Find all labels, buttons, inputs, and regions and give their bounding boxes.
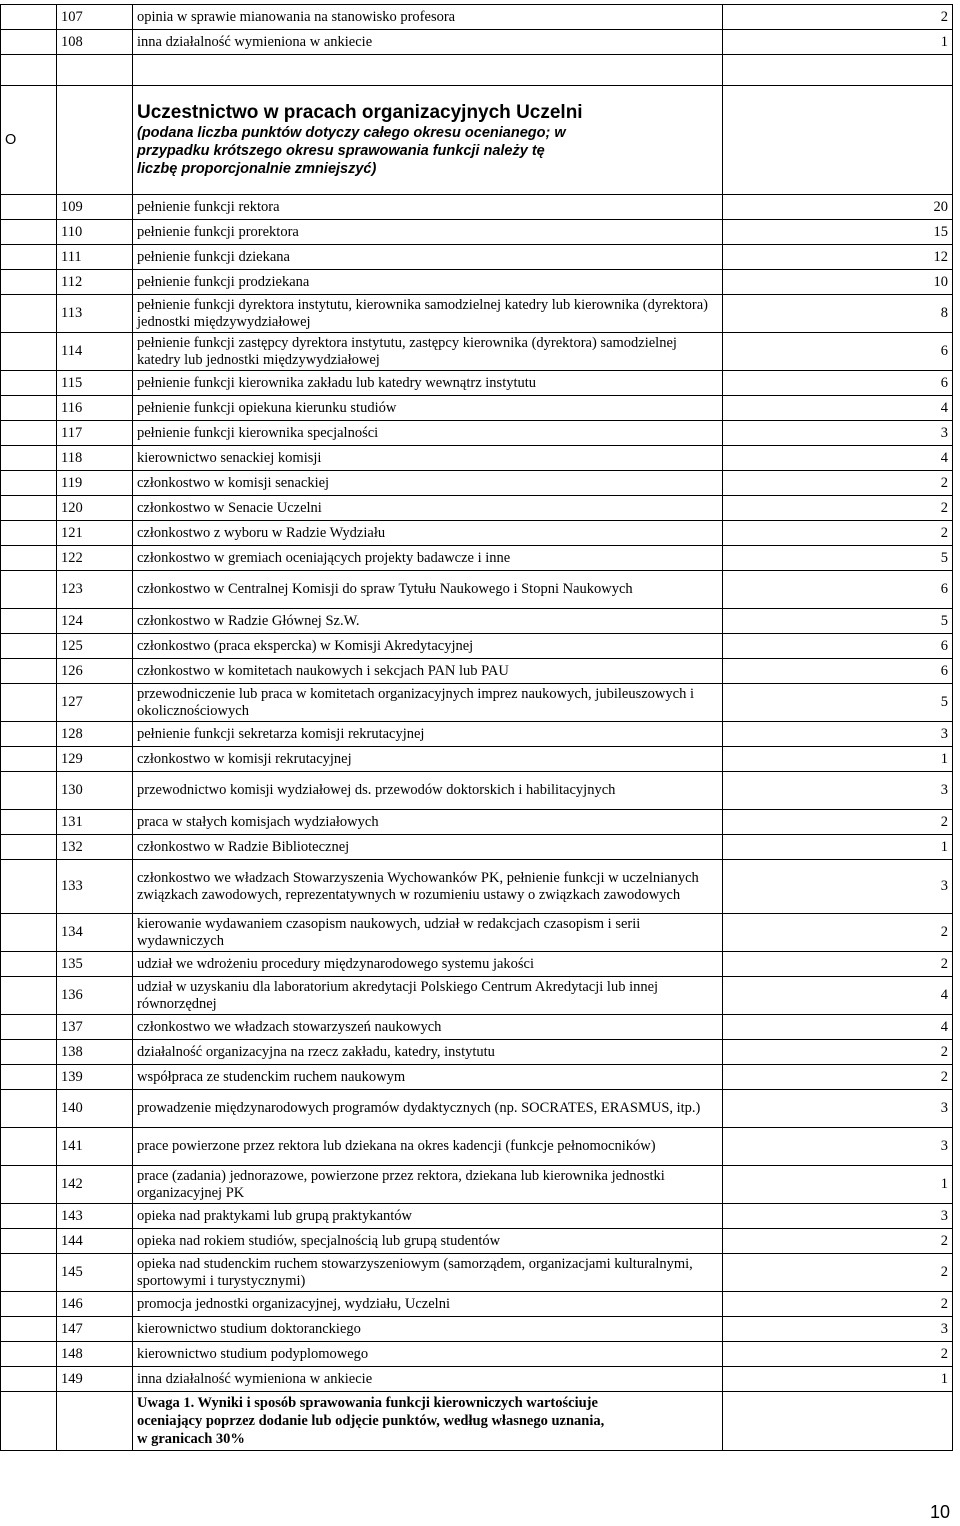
section-cell <box>1 747 57 772</box>
section-cell <box>1 1292 57 1317</box>
row-number: 141 <box>57 1128 133 1166</box>
row-points: 5 <box>723 609 953 634</box>
row-number: 122 <box>57 546 133 571</box>
row-number: 127 <box>57 684 133 722</box>
row-points: 2 <box>723 1342 953 1367</box>
row-text: pełnienie funkcji rektora <box>133 195 723 220</box>
table-row <box>1 722 953 747</box>
row-points: 2 <box>723 521 953 546</box>
row-number: 118 <box>57 446 133 471</box>
row-number: 114 <box>57 333 133 371</box>
section-cell <box>1 634 57 659</box>
row-number: 143 <box>57 1204 133 1229</box>
table-row <box>1 571 953 609</box>
row-number: 137 <box>57 1015 133 1040</box>
table-row <box>1 1166 953 1204</box>
row-text: pełnienie funkcji kierownika zakładu lub katedry wewnątrz instytutu <box>133 371 723 396</box>
row-text: przewodniczenie lub praca w komitetach organizacyjnych imprez naukowych, jubileuszowych i okolicznościowych <box>133 684 723 722</box>
row-points: 2 <box>723 952 953 977</box>
section-cell <box>1 245 57 270</box>
row-number: 121 <box>57 521 133 546</box>
row-number: 147 <box>57 1317 133 1342</box>
table-row <box>1 609 953 634</box>
row-text: przewodnictwo komisji wydziałowej ds. przewodów doktorskich i habilitacyjnych <box>133 772 723 810</box>
table-row <box>1 1229 953 1254</box>
row-points: 3 <box>723 1128 953 1166</box>
row-points: 10 <box>723 270 953 295</box>
row-text: pełnienie funkcji dziekana <box>133 245 723 270</box>
section-cell <box>1 659 57 684</box>
section-cell <box>1 1254 57 1292</box>
row-number: 123 <box>57 571 133 609</box>
table-row <box>1 471 953 496</box>
row-points: 2 <box>723 1254 953 1292</box>
row-text: inna działalność wymieniona w ankiecie <box>133 30 723 55</box>
row-text: kierownictwo senackiej komisji <box>133 446 723 471</box>
row-text: udział we wdrożeniu procedury międzynarodowego systemu jakości <box>133 952 723 977</box>
row-points: 1 <box>723 1166 953 1204</box>
row-text: członkostwo we władzach stowarzyszeń naukowych <box>133 1015 723 1040</box>
table-row <box>1 546 953 571</box>
section-cell <box>1 1229 57 1254</box>
row-text: członkostwo (praca ekspercka) w Komisji Akredytacyjnej <box>133 634 723 659</box>
row-number: 133 <box>57 860 133 914</box>
row-text: prace powierzone przez rektora lub dziekana na okres kadencji (funkcje pełnomocników) <box>133 1128 723 1166</box>
row-number: 119 <box>57 471 133 496</box>
row-points: 15 <box>723 220 953 245</box>
row-text: członkostwo w komitetach naukowych i sekcjach PAN lub PAU <box>133 659 723 684</box>
row-points: 5 <box>723 546 953 571</box>
row-text: praca w stałych komisjach wydziałowych <box>133 810 723 835</box>
table-row <box>1 634 953 659</box>
table-row <box>1 772 953 810</box>
page-number: 10 <box>929 1502 950 1522</box>
row-number: 142 <box>57 1166 133 1204</box>
row-points: 4 <box>723 1015 953 1040</box>
table-row <box>1 446 953 471</box>
section-cell <box>1 810 57 835</box>
section-cell <box>1 295 57 333</box>
row-text: promocja jednostki organizacyjnej, wydziału, Uczelni <box>133 1292 723 1317</box>
table-row <box>1 1317 953 1342</box>
row-points: 2 <box>723 1040 953 1065</box>
row-number: 112 <box>57 270 133 295</box>
row-text: pełnienie funkcji kierownika specjalności <box>133 421 723 446</box>
row-number <box>57 55 133 86</box>
section-cell <box>1 1367 57 1392</box>
row-text: pełnienie funkcji sekretarza komisji rekrutacyjnej <box>133 722 723 747</box>
row-number: 129 <box>57 747 133 772</box>
row-number: 146 <box>57 1292 133 1317</box>
row-number: 144 <box>57 1229 133 1254</box>
row-text: prowadzenie międzynarodowych programów dydaktycznych (np. SOCRATES, ERASMUS, itp.) <box>133 1090 723 1128</box>
row-text: kierownictwo studium podyplomowego <box>133 1342 723 1367</box>
section-cell <box>1 333 57 371</box>
row-text: opinia w sprawie mianowania na stanowisko profesora <box>133 5 723 30</box>
table-row <box>1 1128 953 1166</box>
row-points: 3 <box>723 421 953 446</box>
row-text: prace (zadania) jednorazowe, powierzone przez rektora, dziekana lub kierownika jednostki organizacyjnej PK <box>133 1166 723 1204</box>
row-text: pełnienie funkcji dyrektora instytutu, kierownika samodzielnej katedry lub kierownika (dyrektora) jednostki międzywydziałowej <box>133 295 723 333</box>
table-row <box>1 1090 953 1128</box>
note-cell <box>133 1392 723 1451</box>
table-row <box>1 1292 953 1317</box>
row-number: 116 <box>57 396 133 421</box>
section-header-row <box>1 86 953 195</box>
row-points: 6 <box>723 333 953 371</box>
row-points: 2 <box>723 1229 953 1254</box>
row-points: 6 <box>723 571 953 609</box>
row-number: 128 <box>57 722 133 747</box>
section-cell <box>1 220 57 245</box>
section-cell <box>1 471 57 496</box>
section-cell <box>1 571 57 609</box>
section-cell <box>1 835 57 860</box>
row-text: opieka nad praktykami lub grupą praktykantów <box>133 1204 723 1229</box>
table-row <box>1 245 953 270</box>
table-row <box>1 1342 953 1367</box>
row-text: opieka nad studenckim ruchem stowarzyszeniowym (samorządem, organizacjami kulturalnymi, sportowymi i turystycznymi) <box>133 1254 723 1292</box>
row-number: 107 <box>57 5 133 30</box>
row-points <box>723 1392 953 1451</box>
section-number-cell <box>57 86 133 195</box>
row-points: 4 <box>723 396 953 421</box>
row-number: 120 <box>57 496 133 521</box>
row-text: pełnienie funkcji prorektora <box>133 220 723 245</box>
row-number <box>57 1392 133 1451</box>
row-points: 2 <box>723 1065 953 1090</box>
row-number: 124 <box>57 609 133 634</box>
section-cell <box>1 195 57 220</box>
row-text: członkostwo w Radzie Bibliotecznej <box>133 835 723 860</box>
row-points: 6 <box>723 659 953 684</box>
row-number: 109 <box>57 195 133 220</box>
table-row <box>1 1367 953 1392</box>
note-text: Uwaga 1. Wyniki i sposób sprawowania funkcji kierowniczych wartościuje oceniający poprzez dodanie lub odjęcie punktów, według własnego uznania, w granicach 30% <box>137 1395 605 1447</box>
section-cell <box>1 30 57 55</box>
table-row <box>1 421 953 446</box>
row-number: 136 <box>57 977 133 1015</box>
section-cell <box>1 371 57 396</box>
table-row <box>1 952 953 977</box>
row-text: kierownictwo studium doktoranckiego <box>133 1317 723 1342</box>
row-points: 2 <box>723 471 953 496</box>
row-points: 1 <box>723 747 953 772</box>
section-cell <box>1 496 57 521</box>
section-heading-cell <box>133 86 723 195</box>
row-points: 20 <box>723 195 953 220</box>
row-text: kierowanie wydawaniem czasopism naukowych, udział w redakcjach czasopism i serii wydawniczych <box>133 914 723 952</box>
row-text <box>133 55 723 86</box>
section-cell <box>1 977 57 1015</box>
table-row <box>1 1254 953 1292</box>
row-number: 117 <box>57 421 133 446</box>
section-cell <box>1 914 57 952</box>
section-cell <box>1 1128 57 1166</box>
section-title: Uczestnictwo w pracach organizacyjnych Uczelni <box>137 102 583 123</box>
table-row <box>1 220 953 245</box>
section-subtitle: (podana liczba punktów dotyczy całego okresu ocenianego; w przypadku krótszego okresu sprawowania funkcji należy tę liczbę proporcjonalnie zmniejszyć) <box>137 125 566 177</box>
row-text: działalność organizacyjna na rzecz zakładu, katedry, instytutu <box>133 1040 723 1065</box>
row-text: udział w uzyskaniu dla laboratorium akredytacji Polskiego Centrum Akredytacji lub innej równorzędnej <box>133 977 723 1015</box>
row-number: 135 <box>57 952 133 977</box>
table-row <box>1 914 953 952</box>
row-number: 149 <box>57 1367 133 1392</box>
section-cell <box>1 1317 57 1342</box>
row-number: 145 <box>57 1254 133 1292</box>
row-number: 139 <box>57 1065 133 1090</box>
row-text: członkostwo w komisji senackiej <box>133 471 723 496</box>
row-text: pełnienie funkcji zastępcy dyrektora instytutu, zastępcy kierownika (dyrektora) samodzielnej katedry lub jednostki międzywydziałowej <box>133 333 723 371</box>
row-number: 111 <box>57 245 133 270</box>
row-points: 1 <box>723 835 953 860</box>
table-row <box>1 1065 953 1090</box>
section-cell <box>1 684 57 722</box>
table-row <box>1 371 953 396</box>
row-points: 2 <box>723 810 953 835</box>
table-row <box>1 496 953 521</box>
table-row <box>1 684 953 722</box>
row-number: 148 <box>57 1342 133 1367</box>
row-points: 3 <box>723 1204 953 1229</box>
row-text: członkostwo w komisji rekrutacyjnej <box>133 747 723 772</box>
row-number: 126 <box>57 659 133 684</box>
row-number: 125 <box>57 634 133 659</box>
row-number: 108 <box>57 30 133 55</box>
section-cell <box>1 270 57 295</box>
row-points: 3 <box>723 722 953 747</box>
table-row <box>1 295 953 333</box>
table-row <box>1 195 953 220</box>
row-text: członkostwo w Radzie Głównej Sz.W. <box>133 609 723 634</box>
row-number: 110 <box>57 220 133 245</box>
section-letter: O <box>1 86 57 195</box>
row-text: członkostwo w Senacie Uczelni <box>133 496 723 521</box>
row-text: członkostwo w Centralnej Komisji do spraw Tytułu Naukowego i Stopni Naukowych <box>133 571 723 609</box>
row-points: 6 <box>723 371 953 396</box>
row-text: członkostwo z wyboru w Radzie Wydziału <box>133 521 723 546</box>
table-row <box>1 396 953 421</box>
table-row <box>1 810 953 835</box>
row-number: 140 <box>57 1090 133 1128</box>
section-cell <box>1 1392 57 1451</box>
section-cell <box>1 952 57 977</box>
section-cell <box>1 1204 57 1229</box>
section-cell <box>1 421 57 446</box>
note-row <box>1 1392 953 1451</box>
row-points: 2 <box>723 1292 953 1317</box>
row-points: 2 <box>723 914 953 952</box>
table-row <box>1 1015 953 1040</box>
row-text: pełnienie funkcji opiekuna kierunku studiów <box>133 396 723 421</box>
row-points: 3 <box>723 1317 953 1342</box>
row-points <box>723 55 953 86</box>
row-text: członkostwo w gremiach oceniających projekty badawcze i inne <box>133 546 723 571</box>
table-row <box>1 521 953 546</box>
row-points: 3 <box>723 772 953 810</box>
row-number: 113 <box>57 295 133 333</box>
row-points: 6 <box>723 634 953 659</box>
section-cell <box>1 5 57 30</box>
section-cell <box>1 55 57 86</box>
table-row <box>1 5 953 30</box>
section-cell <box>1 1065 57 1090</box>
evaluation-table-body <box>1 5 953 1451</box>
row-text: opieka nad rokiem studiów, specjalnością lub grupą studentów <box>133 1229 723 1254</box>
row-points: 2 <box>723 5 953 30</box>
table-row <box>1 30 953 55</box>
table-row <box>1 1204 953 1229</box>
row-points: 1 <box>723 30 953 55</box>
row-text: współpraca ze studenckim ruchem naukowym <box>133 1065 723 1090</box>
row-points: 3 <box>723 860 953 914</box>
section-cell <box>1 396 57 421</box>
row-points: 1 <box>723 1367 953 1392</box>
row-number: 115 <box>57 371 133 396</box>
row-points: 2 <box>723 496 953 521</box>
table-row <box>1 1040 953 1065</box>
section-cell <box>1 1166 57 1204</box>
section-cell <box>1 609 57 634</box>
section-cell <box>1 772 57 810</box>
row-points: 4 <box>723 446 953 471</box>
row-text: pełnienie funkcji prodziekana <box>133 270 723 295</box>
section-cell <box>1 1090 57 1128</box>
row-points: 8 <box>723 295 953 333</box>
table-row <box>1 270 953 295</box>
row-points: 3 <box>723 1090 953 1128</box>
table-row <box>1 977 953 1015</box>
row-text: inna działalność wymieniona w ankiecie <box>133 1367 723 1392</box>
section-cell <box>1 446 57 471</box>
row-points: 5 <box>723 684 953 722</box>
row-points: 12 <box>723 245 953 270</box>
table-row <box>1 333 953 371</box>
empty-row <box>1 55 953 86</box>
row-number: 134 <box>57 914 133 952</box>
row-points: 4 <box>723 977 953 1015</box>
table-row <box>1 835 953 860</box>
row-number: 138 <box>57 1040 133 1065</box>
table-row <box>1 860 953 914</box>
row-text: członkostwo we władzach Stowarzyszenia Wychowanków PK, pełnienie funkcji w uczelnianych związkach zawodowych, reprezentatywnych w rozumieniu ustawy o związkach zawodowych <box>133 860 723 914</box>
section-cell <box>1 722 57 747</box>
section-cell <box>1 521 57 546</box>
section-cell <box>1 1040 57 1065</box>
section-cell <box>1 546 57 571</box>
section-cell <box>1 1342 57 1367</box>
section-points-cell <box>723 86 953 195</box>
evaluation-table <box>0 4 953 1451</box>
row-number: 131 <box>57 810 133 835</box>
table-row <box>1 747 953 772</box>
table-row <box>1 659 953 684</box>
section-cell <box>1 860 57 914</box>
row-number: 132 <box>57 835 133 860</box>
section-cell <box>1 1015 57 1040</box>
row-number: 130 <box>57 772 133 810</box>
